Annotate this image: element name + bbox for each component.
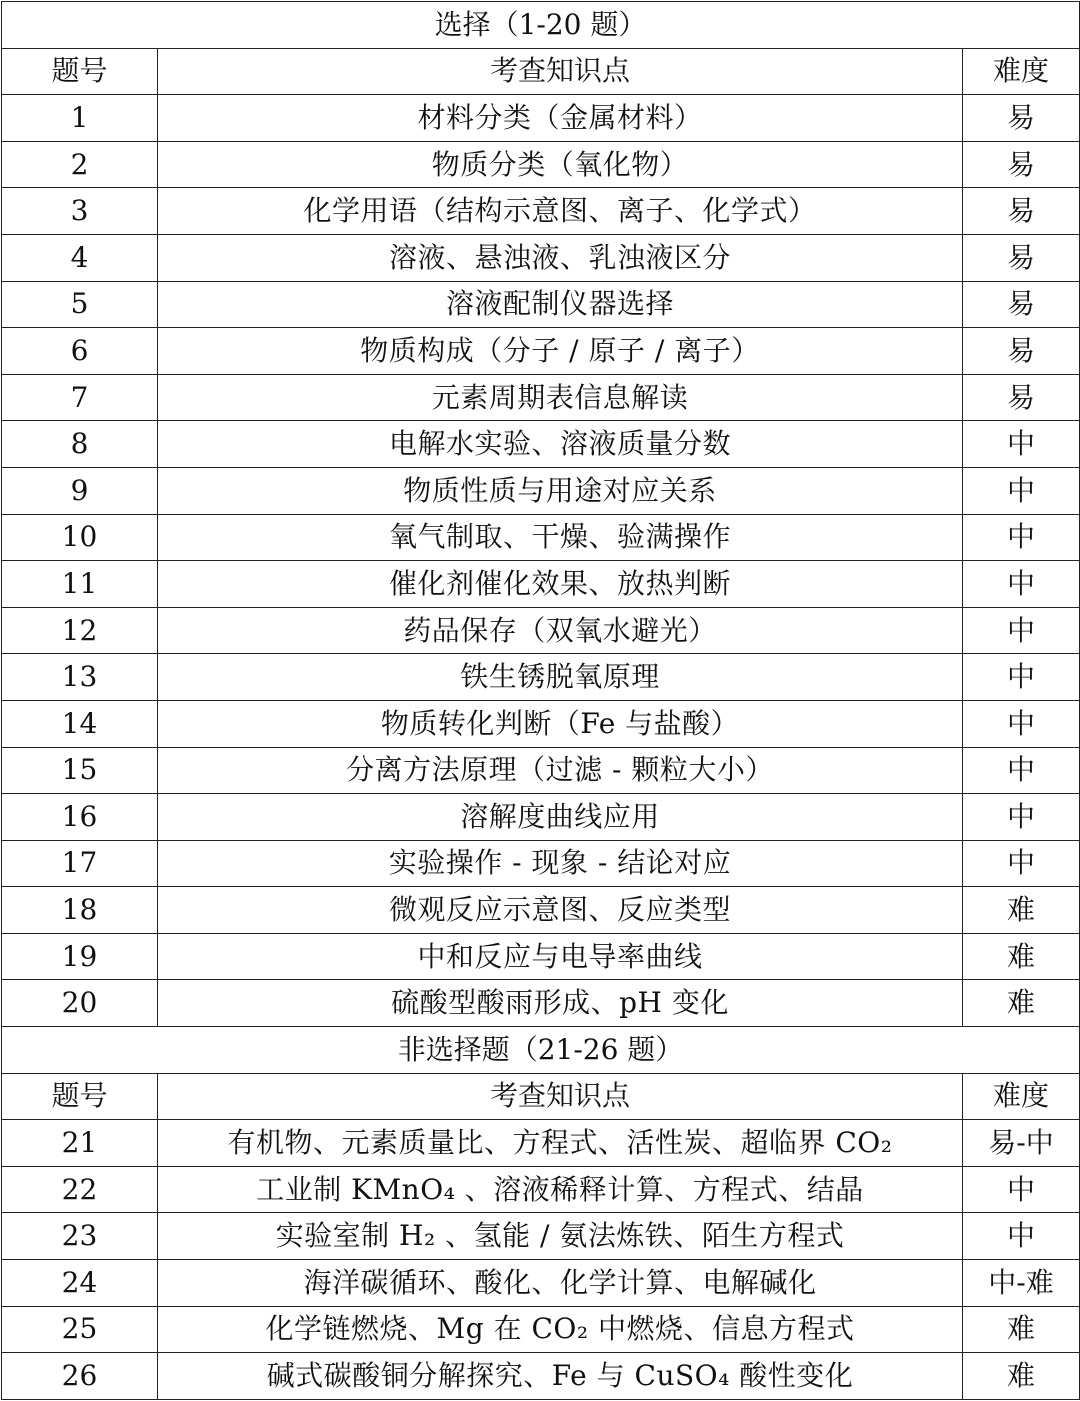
question-number: 22 <box>2 1166 158 1213</box>
question-number: 15 <box>2 747 158 794</box>
difficulty: 中 <box>963 607 1080 654</box>
table-row <box>2 840 1080 887</box>
difficulty: 中 <box>963 794 1080 841</box>
knowledge-point: 实验室制 H₂ 、氢能 / 氨法炼铁、陌生方程式 <box>158 1213 963 1260</box>
knowledge-point: 药品保存（双氧水避光） <box>158 607 963 654</box>
difficulty: 易 <box>963 281 1080 328</box>
question-number: 25 <box>2 1306 158 1353</box>
difficulty: 中 <box>963 514 1080 561</box>
knowledge-point: 电解水实验、溶液质量分数 <box>158 421 963 468</box>
table-row <box>2 607 1080 654</box>
table-body <box>2 2 1080 1400</box>
column-header-knowledge-point: 考查知识点 <box>158 1073 963 1120</box>
knowledge-point: 物质转化判断（Fe 与盐酸） <box>158 700 963 747</box>
difficulty: 易 <box>963 234 1080 281</box>
table-row <box>2 980 1080 1027</box>
question-number: 10 <box>2 514 158 561</box>
knowledge-point: 材料分类（金属材料） <box>158 95 963 142</box>
difficulty: 中 <box>963 467 1080 514</box>
knowledge-point: 工业制 KMnO₄ 、溶液稀释计算、方程式、结晶 <box>158 1166 963 1213</box>
knowledge-point: 化学链燃烧、Mg 在 CO₂ 中燃烧、信息方程式 <box>158 1306 963 1353</box>
knowledge-point-table <box>1 1 1080 1400</box>
question-number: 13 <box>2 654 158 701</box>
difficulty: 难 <box>963 1353 1080 1400</box>
table-header-row <box>2 48 1080 95</box>
difficulty: 易 <box>963 188 1080 235</box>
table-row <box>2 747 1080 794</box>
table-row <box>2 281 1080 328</box>
knowledge-point: 物质构成（分子 / 原子 / 离子） <box>158 328 963 375</box>
knowledge-point: 元素周期表信息解读 <box>158 374 963 421</box>
table-row <box>2 794 1080 841</box>
knowledge-point: 物质性质与用途对应关系 <box>158 467 963 514</box>
question-number: 24 <box>2 1260 158 1307</box>
question-number: 7 <box>2 374 158 421</box>
section-title-row <box>2 2 1080 49</box>
knowledge-point: 硫酸型酸雨形成、pH 变化 <box>158 980 963 1027</box>
difficulty: 中-难 <box>963 1260 1080 1307</box>
difficulty: 难 <box>963 933 1080 980</box>
knowledge-point: 微观反应示意图、反应类型 <box>158 887 963 934</box>
question-number: 16 <box>2 794 158 841</box>
question-number: 5 <box>2 281 158 328</box>
question-number: 19 <box>2 933 158 980</box>
section-title-row <box>2 1027 1080 1074</box>
table-row <box>2 1353 1080 1400</box>
difficulty: 易 <box>963 141 1080 188</box>
difficulty: 易 <box>963 374 1080 421</box>
difficulty: 易 <box>963 95 1080 142</box>
question-number: 14 <box>2 700 158 747</box>
knowledge-point: 海洋碳循环、酸化、化学计算、电解碱化 <box>158 1260 963 1307</box>
knowledge-point: 中和反应与电导率曲线 <box>158 933 963 980</box>
table-row <box>2 1260 1080 1307</box>
difficulty: 中 <box>963 700 1080 747</box>
table-row <box>2 700 1080 747</box>
question-number: 8 <box>2 421 158 468</box>
difficulty: 中 <box>963 1213 1080 1260</box>
table-row <box>2 887 1080 934</box>
question-number: 9 <box>2 467 158 514</box>
table-row <box>2 188 1080 235</box>
difficulty: 中 <box>963 561 1080 608</box>
difficulty: 中 <box>963 840 1080 887</box>
question-number: 26 <box>2 1353 158 1400</box>
table-row <box>2 374 1080 421</box>
table-row <box>2 467 1080 514</box>
question-number: 17 <box>2 840 158 887</box>
question-number: 2 <box>2 141 158 188</box>
knowledge-point: 催化剂催化效果、放热判断 <box>158 561 963 608</box>
difficulty: 中 <box>963 421 1080 468</box>
table-row <box>2 95 1080 142</box>
table-row <box>2 514 1080 561</box>
difficulty: 易 <box>963 328 1080 375</box>
table-row <box>2 141 1080 188</box>
table-header-row <box>2 1073 1080 1120</box>
column-header-number: 题号 <box>2 1073 158 1120</box>
question-number: 6 <box>2 328 158 375</box>
difficulty: 中 <box>963 654 1080 701</box>
table-row <box>2 421 1080 468</box>
column-header-knowledge-point: 考查知识点 <box>158 48 963 95</box>
column-header-difficulty: 难度 <box>963 48 1080 95</box>
knowledge-point: 化学用语（结构示意图、离子、化学式） <box>158 188 963 235</box>
knowledge-point: 溶液配制仪器选择 <box>158 281 963 328</box>
difficulty: 易-中 <box>963 1120 1080 1167</box>
table-row <box>2 933 1080 980</box>
table-row <box>2 561 1080 608</box>
question-number: 18 <box>2 887 158 934</box>
difficulty: 中 <box>963 747 1080 794</box>
knowledge-point: 溶解度曲线应用 <box>158 794 963 841</box>
question-number: 12 <box>2 607 158 654</box>
question-number: 4 <box>2 234 158 281</box>
difficulty: 难 <box>963 980 1080 1027</box>
section-title: 选择（1-20 题） <box>2 2 1080 49</box>
knowledge-point: 溶液、悬浊液、乳浊液区分 <box>158 234 963 281</box>
knowledge-point: 实验操作 - 现象 - 结论对应 <box>158 840 963 887</box>
question-number: 23 <box>2 1213 158 1260</box>
table-row <box>2 328 1080 375</box>
column-header-number: 题号 <box>2 48 158 95</box>
table-row <box>2 1166 1080 1213</box>
knowledge-point: 氧气制取、干燥、验满操作 <box>158 514 963 561</box>
section-title: 非选择题（21-26 题） <box>2 1027 1080 1074</box>
column-header-difficulty: 难度 <box>963 1073 1080 1120</box>
knowledge-point: 分离方法原理（过滤 - 颗粒大小） <box>158 747 963 794</box>
difficulty: 中 <box>963 1166 1080 1213</box>
question-number: 20 <box>2 980 158 1027</box>
table-row <box>2 654 1080 701</box>
question-number: 1 <box>2 95 158 142</box>
table-row <box>2 1306 1080 1353</box>
table-row <box>2 1213 1080 1260</box>
question-number: 21 <box>2 1120 158 1167</box>
knowledge-point: 碱式碳酸铜分解探究、Fe 与 CuSO₄ 酸性变化 <box>158 1353 963 1400</box>
table-row <box>2 1120 1080 1167</box>
knowledge-point: 有机物、元素质量比、方程式、活性炭、超临界 CO₂ <box>158 1120 963 1167</box>
question-number: 3 <box>2 188 158 235</box>
question-number: 11 <box>2 561 158 608</box>
difficulty: 难 <box>963 1306 1080 1353</box>
knowledge-point: 物质分类（氧化物） <box>158 141 963 188</box>
table-row <box>2 234 1080 281</box>
difficulty: 难 <box>963 887 1080 934</box>
knowledge-point: 铁生锈脱氧原理 <box>158 654 963 701</box>
